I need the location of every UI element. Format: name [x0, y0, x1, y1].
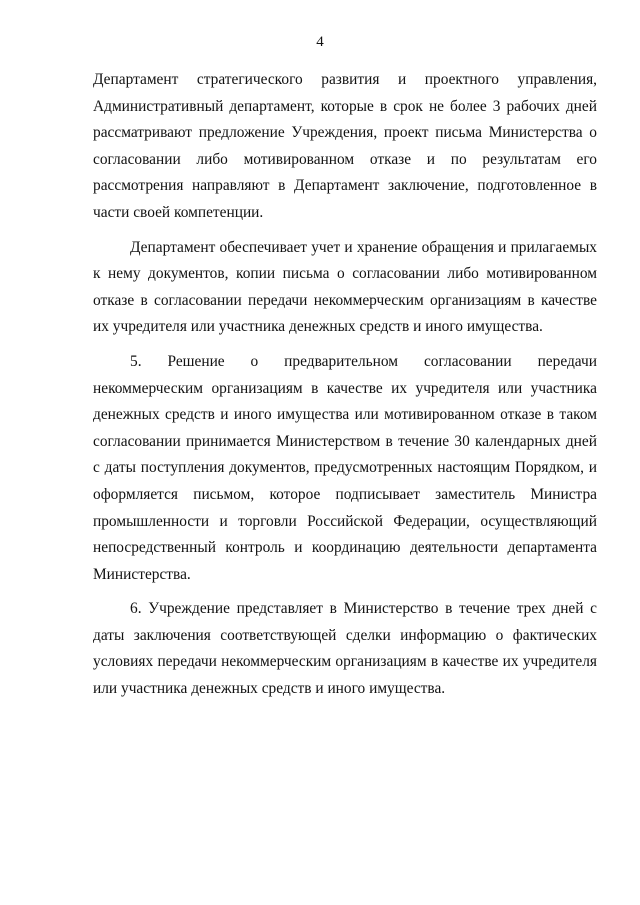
document-body [93, 67, 597, 703]
page-number: 4 [316, 34, 324, 50]
paragraph-item-6: 6. Учреждение представляет в Министерство в течение трех дней с даты заключения соответствующей сделки информацию о фактических условиях передачи некоммерческим организациям в качестве их учредителя или участника денежных средств и иного имущества. [93, 600, 597, 698]
paragraph-continuation: Департамент стратегического развития и проектного управления, Административный департамент, которые в срок не более 3 рабочих дней рассматривают предложение Учреждения, проект письма Министерства о согласовании либо мотивированном отказе и по результатам его рассмотрения направляют в Департамент заключение, подготовленное в части своей компетенции. [93, 71, 597, 221]
paragraph-record-keeping: Департамент обеспечивает учет и хранение обращения и прилагаемых к нему документов, копии письма о согласовании либо мотивированном отказе в согласовании передачи некоммерческим организациям в качестве их учредителя или участника денежных средств и иного имущества. [93, 238, 597, 336]
paragraph-item-5: 5. Решение о предварительном согласовании передачи некоммерческим организациям в качестве их учредителя или участника денежных средств и иного имущества или мотивированном отказе в таком согласовании принимается Министерством в течение 30 календарных дней с даты поступления документов, предусмотренных настоящим Порядком, и оформляется письмом, которое подписывает заместитель Министра промышленности и торговли Российской Федерации, осуществляющий непосредственный контроль и координацию деятельности департамента Министерства. [93, 352, 597, 583]
